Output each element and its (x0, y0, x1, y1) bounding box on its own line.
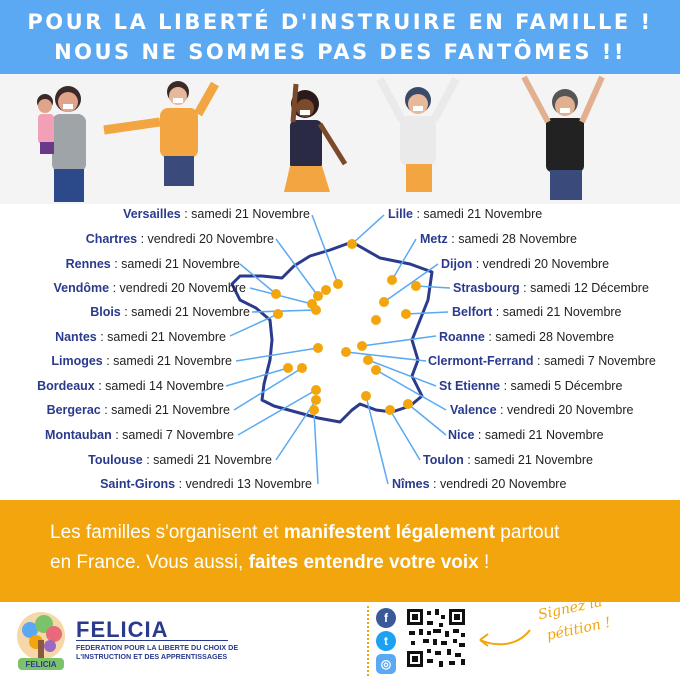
qr-code[interactable] (405, 607, 467, 669)
city-label-chartres: Chartres : vendredi 20 Novembre (85, 232, 274, 246)
city-label-toulouse: Toulouse : samedi 21 Novembre (88, 453, 272, 467)
message-line-2: en France. Vous aussi, faites entendre votre voix ! (50, 552, 490, 573)
message-panel (0, 500, 680, 602)
city-label-montauban: Montauban : samedi 7 Novembre (45, 428, 234, 442)
city-label-lille: Lille : samedi 21 Novembre (388, 207, 543, 221)
city-label-valence: Valence : vendredi 20 Novembre (450, 403, 634, 417)
logo-caption: FELICIA (25, 660, 57, 669)
france-map-section (0, 200, 680, 500)
felicia-logo[interactable] (12, 610, 70, 672)
banner-line-1: POUR LA LIBERTÉ D'INSTRUIRE EN FAMILLE ! (27, 10, 653, 34)
message-line-1: Les familles s'organisent et manifestent légalement partout (50, 522, 560, 543)
city-label-clermont-ferrand: Clermont-Ferrand : samedi 7 Novembre (428, 354, 656, 368)
city-label-versailles: Versailles : samedi 21 Novembre (123, 207, 310, 221)
twitter-icon[interactable]: t (376, 631, 396, 651)
city-label-dijon: Dijon : vendredi 20 Novembre (441, 257, 610, 271)
city-label-nice: Nice : samedi 21 Novembre (448, 428, 604, 442)
city-label-metz: Metz : samedi 28 Novembre (420, 232, 578, 246)
city-label-blois: Blois : samedi 21 Novembre (90, 305, 250, 319)
city-label-nantes: Nantes : samedi 21 Novembre (55, 330, 226, 344)
footer-separator (367, 606, 369, 676)
facebook-icon[interactable]: f (376, 608, 396, 628)
city-label-rennes: Rennes : samedi 21 Novembre (65, 257, 240, 271)
banner-line-2: NOUS NE SOMMES PAS DES FANTÔMES !! (54, 40, 626, 64)
people-illustration (0, 74, 680, 204)
city-label-bordeaux: Bordeaux : samedi 14 Novembre (37, 379, 224, 393)
sign-petition-text[interactable]: Signez la pétition ! (536, 594, 613, 644)
person-mother-child (37, 86, 86, 202)
city-label-nimes: Nîmes : vendredi 20 Novembre (392, 477, 567, 491)
arrow-icon (474, 622, 534, 657)
org-name: FELICIA (76, 617, 169, 642)
city-label-toulon: Toulon : samedi 21 Novembre (423, 453, 593, 467)
org-divider (76, 640, 228, 641)
city-label-vendome: Vendôme : vendredi 20 Novembre (53, 281, 246, 295)
city-label-bergerac: Bergerac : samedi 21 Novembre (46, 403, 230, 417)
city-label-limoges: Limoges : samedi 21 Novembre (51, 354, 232, 368)
title-banner (0, 0, 680, 74)
person-curly-hair (284, 84, 345, 192)
person-orange-shirt (104, 81, 215, 186)
org-description: FEDERATION POUR LA LIBERTE DU CHOIX DE L'INSTRUCTION ET DES APPRENTISSAGES (76, 643, 239, 661)
instagram-icon[interactable]: ◎ (376, 654, 396, 674)
city-label-belfort: Belfort : samedi 21 Novembre (452, 305, 622, 319)
person-black-shirt (524, 77, 602, 200)
city-label-roanne: Roanne : samedi 28 Novembre (439, 330, 615, 344)
city-label-strasbourg: Strasbourg : samedi 12 Décembre (453, 281, 649, 295)
person-white-shirt (380, 79, 456, 192)
city-label-st-etienne: St Etienne : samedi 5 Décembre (439, 379, 623, 393)
city-label-saint-girons: Saint-Girons : vendredi 13 Novembre (100, 477, 312, 491)
